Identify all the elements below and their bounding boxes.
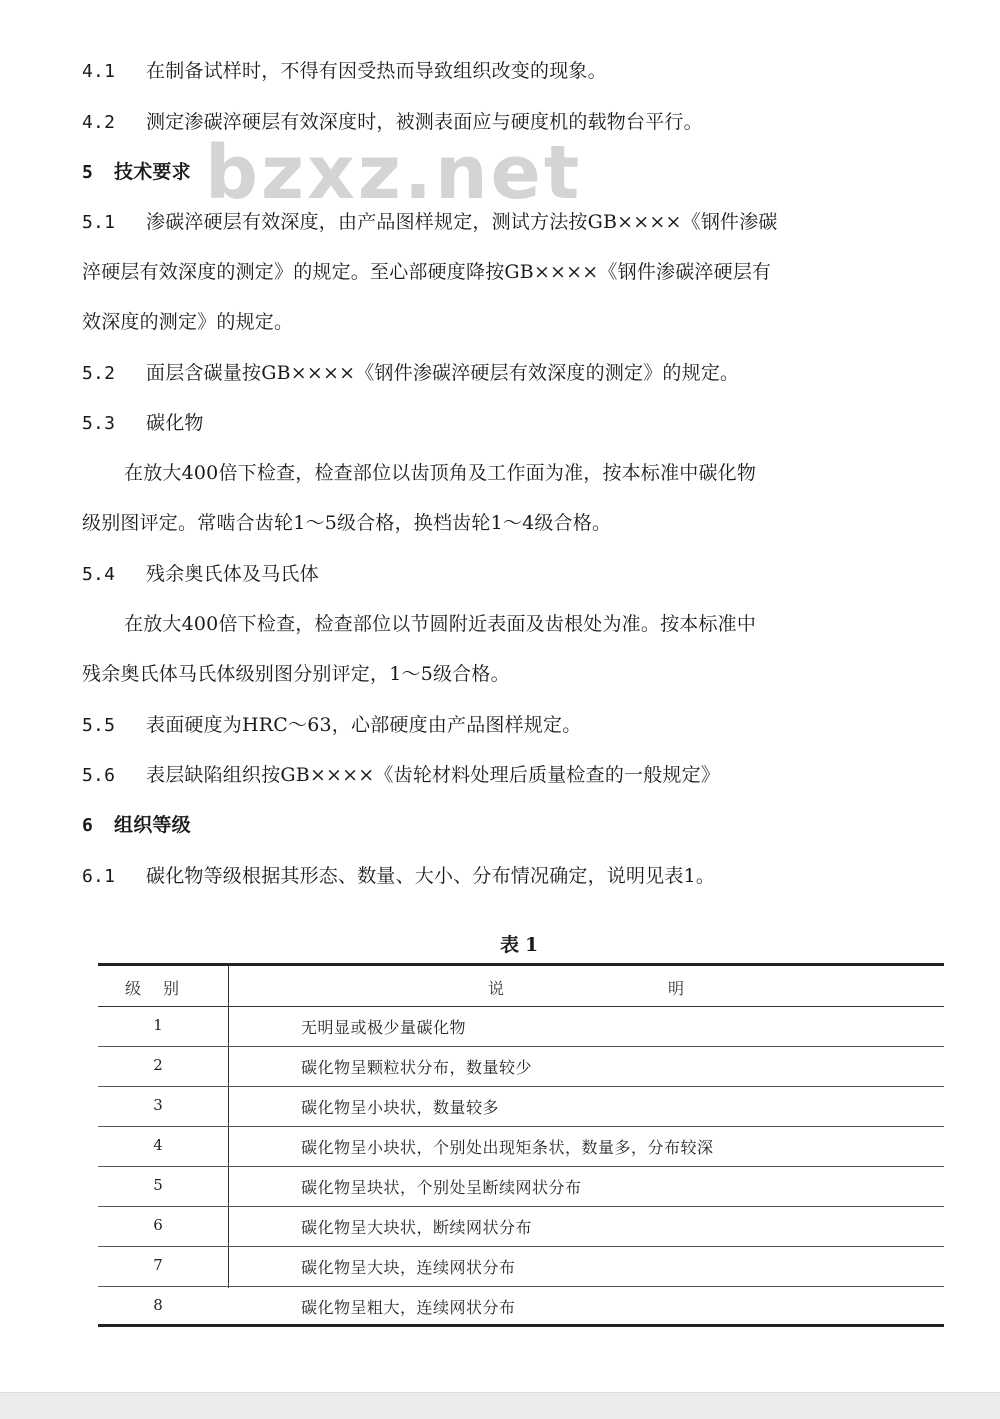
section-number: 5.1: [82, 212, 116, 233]
paragraph-5-6: [82, 762, 720, 789]
table-row: [98, 1207, 944, 1247]
section-heading-5: [82, 159, 191, 186]
section-number: 6: [82, 815, 94, 836]
paragraph-5-3: [82, 410, 204, 437]
table-row: [98, 1247, 944, 1287]
grade-cell: 6: [153, 1216, 163, 1234]
carbide-grade-table: [98, 963, 944, 1327]
table-row: [98, 1087, 944, 1127]
paragraph-line: 级别图评定。常啮合齿轮1～5级合格，换档齿轮1～4级合格。: [82, 512, 612, 534]
paragraph-4-2: [82, 109, 703, 136]
section-number: 5.3: [82, 413, 116, 434]
description-cell: 碳化物呈大块，连续网状分布: [301, 1258, 516, 1277]
section-title: 技术要求: [114, 161, 191, 183]
paragraph-5-1: [82, 209, 778, 236]
table-title: 表1: [500, 934, 545, 956]
description-cell: 碳化物呈小块状，个别处出现矩条状，数量多，分布较深: [301, 1138, 714, 1157]
section-number: 4.1: [82, 61, 116, 82]
paragraph-line: 在放大400倍下检查，检查部位以节圆附近表面及齿根处为准。按本标准中: [124, 613, 757, 635]
paragraph-line: 在放大400倍下检查，检查部位以齿顶角及工作面为准，按本标准中碳化物: [124, 462, 757, 484]
watermark: bzxz.net: [205, 130, 583, 216]
section-number: 5: [82, 162, 94, 183]
paragraph-text: 表面硬度为HRC～63，心部硬度由产品图样规定。: [146, 714, 582, 736]
description-cell: 无明显或极少量碳化物: [301, 1018, 467, 1037]
grade-cell: 8: [153, 1296, 163, 1314]
paragraph-4-1: [82, 58, 607, 85]
grade-cell: 4: [153, 1136, 163, 1154]
paragraph-text: 残余奥氏体及马氏体: [146, 563, 319, 585]
paragraph-text: 碳化物等级根据其形态、数量、大小、分布情况确定，说明见表1。: [146, 865, 716, 887]
paragraph-text: 表层缺陷组织按GB××××《齿轮材料处理后质量检查的一般规定》: [146, 764, 721, 786]
section-number: 5.4: [82, 564, 116, 585]
grade-cell: 1: [153, 1016, 163, 1034]
table-row: [98, 1007, 944, 1047]
paragraph-6-1: [82, 863, 715, 890]
paragraph-text: 渗碳淬硬层有效深度，由产品图样规定，测试方法按GB××××《钢件渗碳: [146, 211, 778, 233]
header-grade: 级别: [124, 979, 201, 998]
grade-cell: 5: [153, 1176, 163, 1194]
description-cell: 碳化物呈大块状，断续网状分布: [301, 1218, 533, 1237]
section-number: 5.6: [82, 765, 116, 786]
section-title: 组织等级: [114, 814, 191, 836]
paragraph-text: 面层含碳量按GB××××《钢件渗碳淬硬层有效深度的测定》的规定。: [146, 362, 740, 384]
paragraph-text: 测定渗碳淬硬层有效深度时，被测表面应与硬度机的载物台平行。: [146, 111, 703, 133]
section-number: 5.2: [82, 363, 116, 384]
paragraph-text: 在制备试样时，不得有因受热而导致组织改变的现象。: [146, 60, 607, 82]
table-row: [98, 1287, 944, 1326]
grade-cell: 7: [153, 1256, 163, 1274]
table-row: [98, 1167, 944, 1207]
section-number: 4.2: [82, 112, 116, 133]
description-cell: 碳化物呈块状，个别处呈断续网状分布: [301, 1178, 582, 1197]
section-number: 6.1: [82, 866, 116, 887]
paragraph-5-4: [82, 561, 319, 588]
paragraph-5-5: [82, 712, 581, 739]
table-row: [98, 1127, 944, 1167]
grade-cell: 3: [153, 1096, 163, 1114]
description-cell: 碳化物呈小块状，数量较多: [301, 1098, 500, 1117]
paragraph-text: 碳化物: [146, 412, 204, 434]
paragraph-line: 效深度的测定》的规定。: [82, 311, 294, 333]
viewer-bottom-bar: [0, 1392, 1000, 1419]
table-header: [98, 966, 944, 1007]
header-description: 明: [668, 979, 685, 998]
paragraph-line: 残余奥氏体马氏体级别图分别评定，1～5级合格。: [82, 663, 510, 685]
description-cell: 碳化物呈颗粒状分布，数量较少: [301, 1058, 533, 1077]
table-row: [98, 1047, 944, 1087]
section-heading-6: [82, 812, 191, 839]
header-description: 说: [488, 979, 505, 998]
paragraph-line: 淬硬层有效深度的测定》的规定。至心部硬度降按GB××××《钢件渗碳淬硬层有: [82, 261, 772, 283]
section-number: 5.5: [82, 715, 116, 736]
grade-cell: 2: [153, 1056, 163, 1074]
paragraph-5-2: [82, 360, 739, 387]
description-cell: 碳化物呈粗大，连续网状分布: [301, 1298, 516, 1317]
